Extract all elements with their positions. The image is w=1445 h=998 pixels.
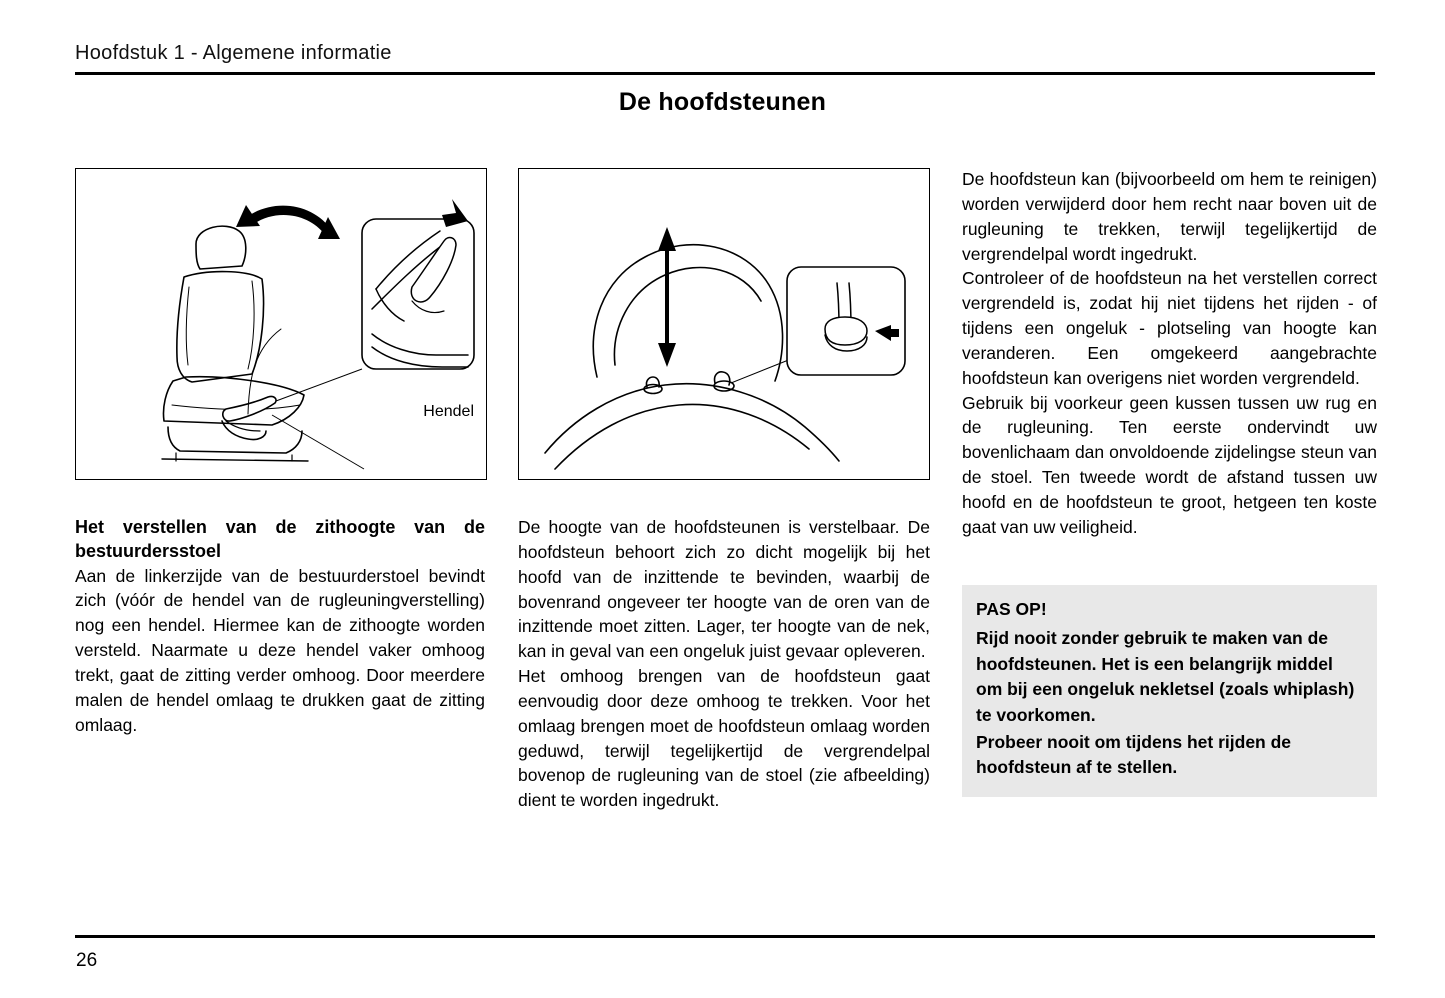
rotation-arrow-icon [236,205,340,239]
middle-column [518,515,930,813]
headrest-illustration-svg [519,169,926,476]
warning-line-1: Rijd nooit zonder gebruik te maken van de hoofdsteunen. Het is een belangrijk middel om bij een ongeluk nekletsel (zoals whiplash) te voorkomen. [976,628,1355,725]
right-column-paragraph-3: Gebruik bij voorkeur geen kussen tussen uw rug en de rugleuning. Ten eerste ondervindt uw bovenlichaam dan onvoldoende zijdelingse steun van de stoel. Ten tweede wordt de afstand tussen uw hoofd en de hoofdsteun te groot, hetgeen ten koste gaat van uw veiligheid. [962,392,1377,537]
right-column [962,167,1377,540]
warning-box [962,585,1377,797]
chapter-header: Hoofdstuk 1 - Algemene informatie [75,42,392,64]
seat-height-adjust-illustration [75,168,487,480]
footer-divider [75,935,1375,938]
right-column-paragraph-2: Controleer of de hoofdsteun na het verstellen correct vergrendeld is, zodat hij niet tijdens het rijden - of tijdens een ongeluk - plotseling van hoogte kan veranderen. Een omgekeerd aangebrachte hoofdsteun kan overigens niet worden vergrendeld. [962,268,1377,388]
warning-title: PAS OP! [976,599,1047,619]
seat-illustration-svg [76,169,483,476]
updown-arrow-icon [658,227,676,367]
headrest-height-illustration [518,168,930,480]
page-title: De hoofdsteunen [618,88,827,116]
left-column [75,515,485,738]
header-divider [75,72,1375,75]
middle-column-paragraph-2: Het omhoog brengen van de hoofdsteun gaat eenvoudig door deze omhoog te trekken. Voor het omlaag brengen moet de hoofdsteun omlaag worden geduwd, terwijl tegelijkertijd de vergrendelpal bovenop de rugleuning van de stoel (zie afbeelding) dient te worden ingedrukt. [518,666,930,811]
left-column-heading: Het verstellen van de zithoogte van de bestuurdersstoel [75,517,485,562]
warning-line-2: Probeer nooit om tijdens het rijden de hoofdsteun af te stellen. [976,731,1292,778]
page-number: 26 [76,950,98,971]
middle-column-paragraph-1: De hoogte van de hoofdsteunen is verstelbaar. De hoofdsteun behoort zich zo dicht mogelijk bij het hoofd van de inzittende te bevinden, waarbij de bovenrand ongeveer ter hoogte van de oren van de inzittende moet zitten. Lager, ter hoogte van de nek, kan in geval van een ongeluk juist gevaar opleveren. [518,517,930,662]
left-column-body: Aan de linkerzijde van de bestuurderstoel bevindt zich (vóór de hendel van de rugleuningverstelling) nog een hendel. Hiermee kan de zithoogte worden versteld. Naarmate u deze hendel vaker omhoog trekt, gaat de zitting verder omhoog. Door meerdere malen de hendel omlaag te drukken gaat de zitting omlaag. [75,565,485,735]
figure-caption-hendel: Hendel [423,403,474,420]
right-column-paragraph-1: De hoofdsteun kan (bijvoorbeeld om hem te reinigen) worden verwijderd door hem recht naar boven uit de rugleuning te trekken, terwijl tegelijkertijd de vergrendelpal wordt ingedrukt. [962,169,1377,264]
